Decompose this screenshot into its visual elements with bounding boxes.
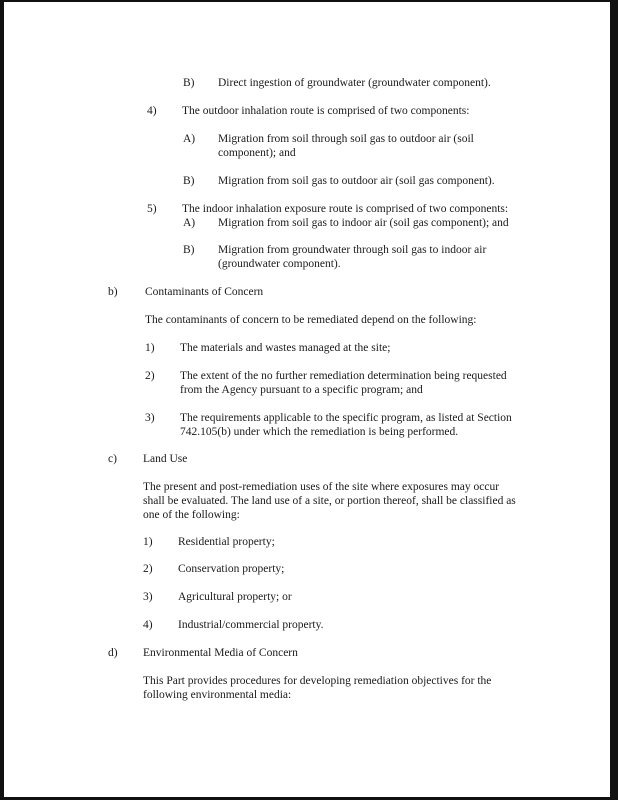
item-marker: 3) <box>143 591 153 603</box>
item-marker: B) <box>183 77 195 89</box>
item-text: The extent of the no further remediation determination being requested <box>180 370 507 382</box>
paragraph-text: The contaminants of concern to be remediated depend on the following: <box>145 314 477 326</box>
item-text: Direct ingestion of groundwater (groundwater component). <box>218 77 491 89</box>
section-heading: Land Use <box>143 453 188 465</box>
item-text: Migration from soil gas to outdoor air (soil gas component). <box>218 175 495 187</box>
item-text: Migration from soil through soil gas to outdoor air (soil <box>218 133 474 145</box>
paragraph-text: This Part provides procedures for developing remediation objectives for the <box>143 675 492 687</box>
item-text: Migration from groundwater through soil gas to indoor air <box>218 244 487 256</box>
item-marker: B) <box>183 244 195 256</box>
item-marker: 5) <box>147 203 157 215</box>
section-heading: Contaminants of Concern <box>145 286 264 298</box>
item-marker: 2) <box>143 563 153 575</box>
item-text: component); and <box>218 147 296 159</box>
item-text: 742.105(b) under which the remediation is being performed. <box>180 426 459 438</box>
paragraph-text: shall be evaluated. The land use of a site, or portion thereof, shall be classified as <box>143 495 516 507</box>
scan-edge-left <box>0 0 4 800</box>
item-marker: A) <box>183 217 196 229</box>
section-marker: b) <box>108 286 118 298</box>
item-text: The materials and wastes managed at the site; <box>180 342 391 354</box>
item-marker: B) <box>183 175 195 187</box>
item-marker: 1) <box>143 536 153 548</box>
item-text: The indoor inhalation exposure route is comprised of two components: <box>182 203 509 215</box>
item-marker: A) <box>183 133 196 145</box>
scan-edge-right <box>610 0 618 800</box>
item-text: (groundwater component). <box>218 258 341 270</box>
paragraph-text: following environmental media: <box>143 689 292 701</box>
item-marker: 3) <box>145 412 155 424</box>
item-text: Industrial/commercial property. <box>178 619 324 631</box>
item-marker: 2) <box>145 370 155 382</box>
section-marker: d) <box>108 647 118 659</box>
item-text: Migration from soil gas to indoor air (soil gas component); and <box>218 217 509 229</box>
item-text: Residential property; <box>178 536 275 548</box>
item-marker: 1) <box>145 342 155 354</box>
scan-edge-top <box>0 0 618 2</box>
item-text: from the Agency pursuant to a specific program; and <box>180 384 423 396</box>
paragraph-text: The present and post-remediation uses of the site where exposures may occur <box>143 481 500 493</box>
item-marker: 4) <box>147 105 157 117</box>
section-heading: Environmental Media of Concern <box>143 647 298 659</box>
item-text: The outdoor inhalation route is comprised of two components: <box>182 105 470 117</box>
paragraph-text: one of the following: <box>143 509 240 521</box>
item-text: Conservation property; <box>178 563 285 575</box>
item-text: The requirements applicable to the specific program, as listed at Section <box>180 412 512 424</box>
section-marker: c) <box>108 453 117 465</box>
item-marker: 4) <box>143 619 153 631</box>
item-text: Agricultural property; or <box>178 591 292 603</box>
